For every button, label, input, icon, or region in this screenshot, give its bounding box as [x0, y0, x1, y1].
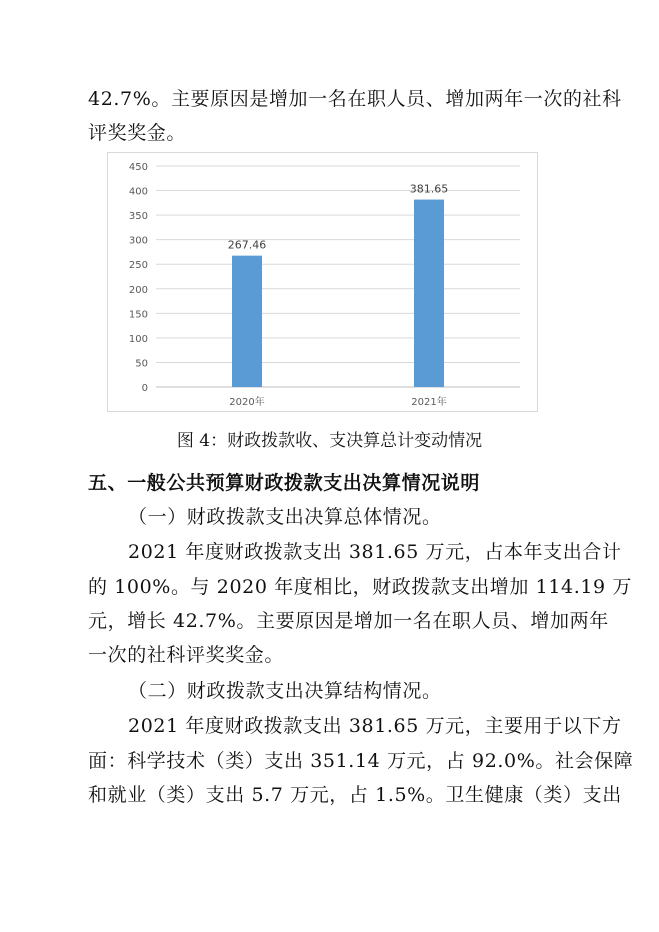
figure-caption: 图 4：财政拨款收、支决算总计变动情况 [176, 431, 483, 451]
y-tick-label: 400 [128, 186, 148, 198]
intro-line-2: 评奖奖金。 [88, 122, 187, 144]
data-label: 381.65 [409, 182, 449, 196]
x-tick-label: 2020年 [229, 397, 265, 408]
para2-line-3: 和就业（类）支出 5.7 万元，占 1.5%。卫生健康（类）支出 [88, 784, 622, 806]
para2-line-1: 2021 年度财政拨款支出 381.65 万元，主要用于以下方 [128, 715, 622, 737]
y-tick-label: 150 [128, 309, 148, 321]
intro-line-1: 42.7%。主要原因是增加一名在职人员、增加两年一次的社科 [88, 88, 622, 110]
para1-line-3: 元，增长 42.7%。主要原因是增加一名在职人员、增加两年 [88, 610, 609, 632]
bar [414, 200, 444, 387]
section-title: 五、一般公共预算财政拨款支出决算情况说明 [88, 472, 481, 494]
subsection-1-title: （一）财政拨款支出决算总体情况。 [128, 506, 442, 528]
subsection-2-title: （二）财政拨款支出决算结构情况。 [128, 680, 442, 702]
y-tick-label: 100 [128, 333, 148, 345]
bar [232, 256, 262, 387]
para2-line-2: 面：科学技术（类）支出 351.14 万元，占 92.0%。社会保障 [88, 750, 634, 772]
y-tick-label: 350 [128, 211, 148, 223]
y-tick-label: 450 [128, 162, 148, 173]
chart-frame [107, 152, 538, 412]
para1-line-1: 2021 年度财政拨款支出 381.65 万元，占本年支出合计 [128, 541, 622, 563]
para1-line-4: 一次的社科评奖奖金。 [88, 644, 285, 666]
y-tick-label: 250 [128, 260, 148, 272]
para1-line-2: 的 100%。与 2020 年度相比，财政拨款支出增加 114.19 万 [88, 576, 632, 598]
y-tick-label: 200 [128, 284, 148, 296]
y-tick-label: 50 [135, 358, 148, 370]
x-tick-label: 2021年 [411, 397, 447, 408]
data-label: 267.46 [227, 238, 267, 252]
bar-chart [108, 153, 537, 411]
y-tick-label: 0 [141, 383, 148, 394]
y-tick-label: 300 [128, 235, 148, 247]
